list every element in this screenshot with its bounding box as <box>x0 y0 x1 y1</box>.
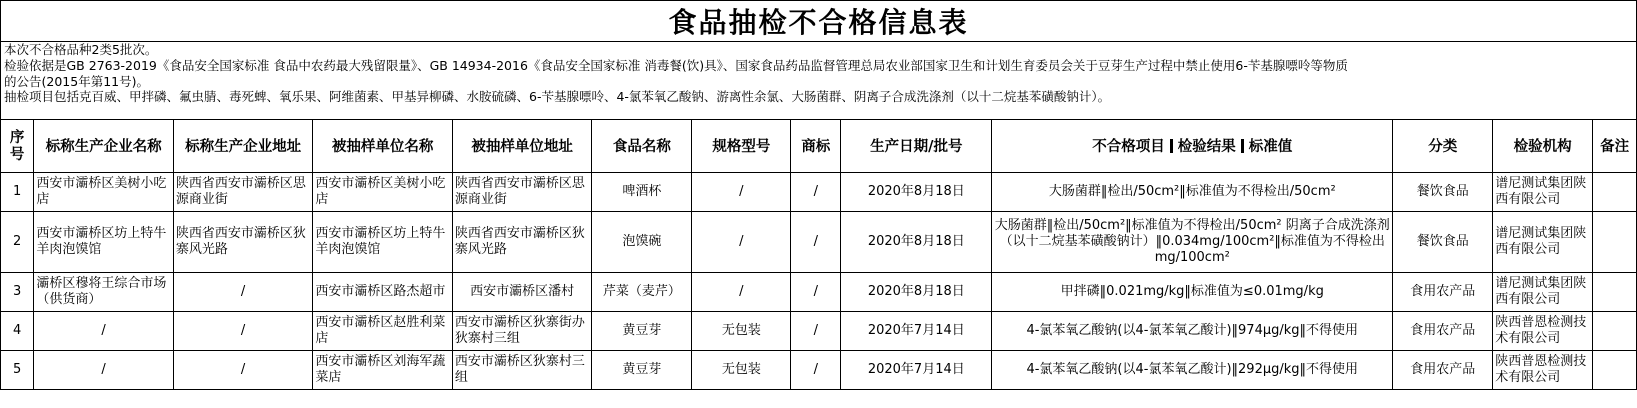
cell-lab: 陕西普恩检测技术有限公司 <box>1493 351 1593 390</box>
header-producer-name: 标称生产企业名称 <box>34 120 174 173</box>
cell-date: 2020年7月14日 <box>841 312 992 351</box>
cell-remark <box>1593 351 1637 390</box>
cell-lab: 陕西普恩检测技术有限公司 <box>1493 312 1593 351</box>
cell-sampled-addr: 陕西省西安市灞桥区思源商业街 <box>452 173 592 212</box>
header-seq: 序号 <box>1 120 34 173</box>
header-sampled-addr: 被抽样单位地址 <box>452 120 592 173</box>
cell-fail: 大肠菌群‖检出/50cm²‖标准值为不得检出/50cm² 阴离子合成洗涤剂（以十二烷基苯磺酸钠计）‖0.034mg/100cm²‖标准值为不得检出mg/100cm² <box>992 212 1393 273</box>
cell-spec: / <box>692 173 791 212</box>
cell-brand: / <box>791 173 841 212</box>
cell-sampled-name: 西安市灞桥区路杰超市 <box>313 273 453 312</box>
cell-producer-name: 灞桥区穆将王综合市场（供货商） <box>34 273 174 312</box>
cell-spec: / <box>692 212 791 273</box>
header-row <box>1 120 1637 173</box>
results-table <box>0 119 1637 390</box>
cell-date: 2020年8月18日 <box>841 273 992 312</box>
cell-sampled-name: 西安市灞桥区坊上特牛羊肉泡馍馆 <box>313 212 453 273</box>
cell-producer-name: 西安市灞桥区坊上特牛羊肉泡馍馆 <box>34 212 174 273</box>
cell-remark <box>1593 212 1637 273</box>
cell-sampled-addr: 西安市灞桥区狄寨村三组 <box>452 351 592 390</box>
note-line: 的公告(2015年第11号)。 <box>4 73 149 89</box>
note-line: 本次不合格品种2类5批次。 <box>4 42 158 57</box>
header-fail-item: 不合格项目 <box>1092 137 1165 155</box>
separator-bar <box>1241 139 1244 153</box>
cell-spec: 无包装 <box>692 312 791 351</box>
cell-food-name: 黄豆芽 <box>592 312 692 351</box>
cell-producer-addr: 陕西省西安市灞桥区思源商业街 <box>173 173 313 212</box>
cell-category: 餐饮食品 <box>1393 173 1493 212</box>
header-sampled-name: 被抽样单位名称 <box>313 120 453 173</box>
cell-lab: 谱尼测试集团陕西有限公司 <box>1493 173 1593 212</box>
cell-date: 2020年7月14日 <box>841 351 992 390</box>
cell-remark <box>1593 312 1637 351</box>
cell-lab: 谱尼测试集团陕西有限公司 <box>1493 212 1593 273</box>
table-row <box>1 312 1637 351</box>
header-spec: 规格型号 <box>692 120 791 173</box>
cell-brand: / <box>791 312 841 351</box>
cell-category: 食用农产品 <box>1393 351 1493 390</box>
cell-brand: / <box>791 351 841 390</box>
cell-producer-name: 西安市灞桥区美树小吃店 <box>34 173 174 212</box>
header-food-name: 食品名称 <box>592 120 692 173</box>
header-date: 生产日期/批号 <box>841 120 992 173</box>
sheet-title: 食品抽检不合格信息表 <box>0 0 1637 41</box>
cell-remark <box>1593 173 1637 212</box>
cell-sampled-addr: 西安市灞桥区潘村 <box>452 273 592 312</box>
cell-sampled-name: 西安市灞桥区赵胜利菜店 <box>313 312 453 351</box>
table-row <box>1 173 1637 212</box>
cell-date: 2020年8月18日 <box>841 212 992 273</box>
cell-seq: 2 <box>1 212 34 273</box>
cell-seq: 3 <box>1 273 34 312</box>
header-brand: 商标 <box>791 120 841 173</box>
cell-brand: / <box>791 212 841 273</box>
cell-spec: / <box>692 273 791 312</box>
cell-producer-addr: / <box>173 312 313 351</box>
cell-fail: 大肠菌群‖检出/50cm²‖标准值为不得检出/50cm² <box>992 173 1393 212</box>
separator-bar <box>1170 139 1173 153</box>
cell-fail: 4-氯苯氧乙酸钠(以4-氯苯氧乙酸计)‖974μg/kg‖不得使用 <box>992 312 1393 351</box>
cell-seq: 5 <box>1 351 34 390</box>
cell-brand: / <box>791 273 841 312</box>
cell-food-name: 泡馍碗 <box>592 212 692 273</box>
cell-date: 2020年8月18日 <box>841 173 992 212</box>
cell-spec: 无包装 <box>692 351 791 390</box>
note-line: 检验依据是GB 2763-2019《食品安全国家标准 食品中农药最大残留限量》、GB 14934-2016《食品安全国家标准 消毒餐(饮)具》、国家食品药品监督管理总局农业部国家卫生和计划生育委员会关于豆芽生产过程中禁止使用6-苄基腺嘌呤等物质 <box>4 57 1348 73</box>
cell-category: 餐饮食品 <box>1393 212 1493 273</box>
cell-sampled-name: 西安市灞桥区刘海军蔬菜店 <box>313 351 453 390</box>
header-category: 分类 <box>1393 120 1493 173</box>
cell-food-name: 芹菜（麦芹） <box>592 273 692 312</box>
cell-food-name: 黄豆芽 <box>592 351 692 390</box>
cell-producer-addr: / <box>173 273 313 312</box>
cell-producer-name: / <box>34 351 174 390</box>
header-producer-addr: 标称生产企业地址 <box>173 120 313 173</box>
notes-block <box>0 41 1637 119</box>
cell-seq: 4 <box>1 312 34 351</box>
table-row <box>1 273 1637 312</box>
note-line: 抽检项目包括克百威、甲拌磷、氟虫腈、毒死蜱、氧乐果、阿维菌素、甲基异柳磷、水胺硫磷、6-苄基腺嘌呤、4-氯苯氧乙酸钠、游离性余氯、大肠菌群、阴离子合成洗涤剂（以十二烷基苯磺酸钠计）。 <box>4 89 1111 105</box>
cell-sampled-addr: 西安市灞桥区狄寨街办狄寨村三组 <box>452 312 592 351</box>
cell-producer-addr: / <box>173 351 313 390</box>
cell-fail: 4-氯苯氧乙酸钠(以4-氯苯氧乙酸计)‖292μg/kg‖不得使用 <box>992 351 1393 390</box>
cell-producer-name: / <box>34 312 174 351</box>
cell-fail: 甲拌磷‖0.021mg/kg‖标准值为≤0.01mg/kg <box>992 273 1393 312</box>
cell-food-name: 啤酒杯 <box>592 173 692 212</box>
header-fail <box>992 120 1393 173</box>
cell-producer-addr: 陕西省西安市灞桥区狄寨风光路 <box>173 212 313 273</box>
cell-seq: 1 <box>1 173 34 212</box>
table-row <box>1 351 1637 390</box>
cell-lab: 谱尼测试集团陕西有限公司 <box>1493 273 1593 312</box>
table-row <box>1 212 1637 273</box>
header-fail-standard: 标准值 <box>1248 137 1293 155</box>
cell-category: 食用农产品 <box>1393 312 1493 351</box>
cell-sampled-name: 西安市灞桥区美树小吃店 <box>313 173 453 212</box>
header-remark: 备注 <box>1593 120 1637 173</box>
cell-sampled-addr: 陕西省西安市灞桥区狄寨风光路 <box>452 212 592 273</box>
cell-category: 食用农产品 <box>1393 273 1493 312</box>
header-lab: 检验机构 <box>1493 120 1593 173</box>
cell-remark <box>1593 273 1637 312</box>
header-fail-result: 检验结果 <box>1177 137 1236 155</box>
